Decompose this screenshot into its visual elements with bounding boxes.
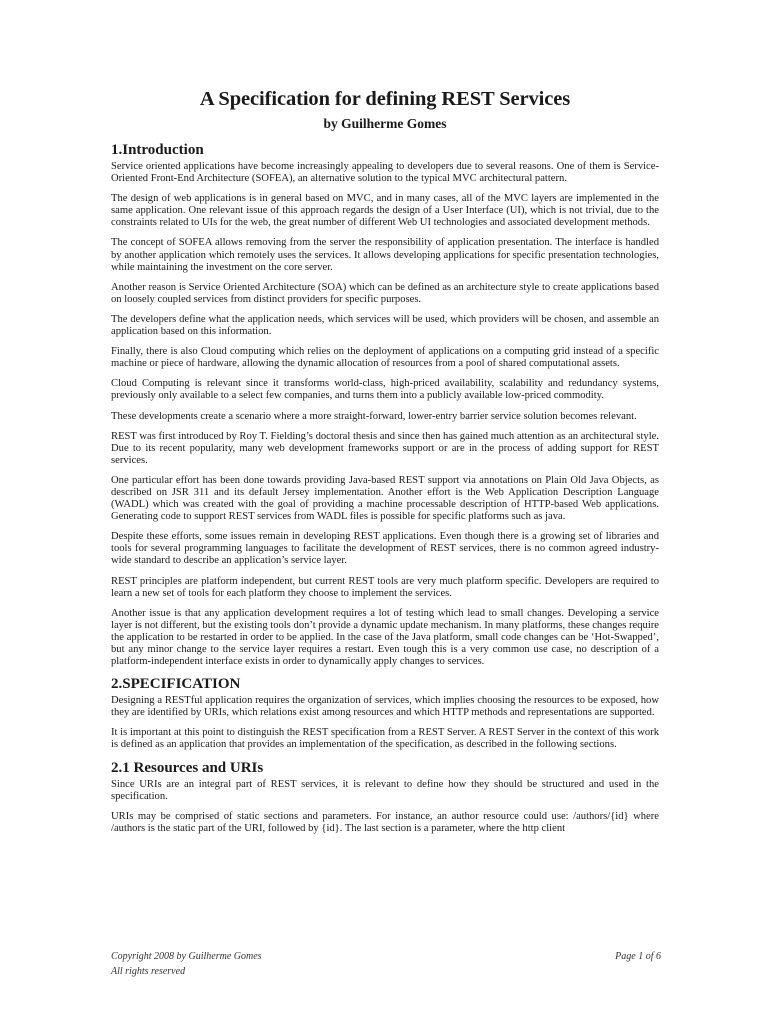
page-content (111, 86, 659, 843)
paragraph: The design of web applications is in general based on MVC, and in many cases, all of the MVC layers are implemented in the same application. One relevant issue of this approach regards the design of a User Interface (UI), which is not trivial, due to the constraints related to UIs for the web, the great number of different Web UI technologies and associated development methods. (111, 193, 659, 229)
section-heading-specification: 2.SPECIFICATION (111, 676, 241, 693)
paragraph: Service oriented applications have become increasingly appealing to developers due to several reasons. One of them is Service-Oriented Front-End Architecture (SOFEA), an alternative solution to the typical MVC architectural pattern. (111, 161, 659, 185)
paragraph: REST principles are platform independent, but current REST tools are very much platform specific. Developers are required to learn a new set of tools for each platform they choose to implement the services. (111, 575, 659, 599)
paragraph: These developments create a scenario where a more straight-forward, lower-entry barrier service solution becomes relevant. (111, 410, 637, 422)
paragraph: Since URIs are an integral part of REST services, it is relevant to define how they should be structured and used in the specification. (111, 778, 659, 802)
page-footer (111, 949, 661, 979)
paragraph: One particular effort has been done towards providing Java-based REST support via annotations on Plain Old Java Objects, as described on JSR 311 and its default Jersey implementation. Another effort is the Web Application Description Language (WADL) which was created with the goal of providing a machine processable description of HTTP-based Web applications. Generating code to support REST services from WADL files is possible for specific platforms such as java. (111, 474, 659, 523)
section-heading-resources-and-uris: 2.1 Resources and URIs (111, 759, 264, 776)
resources-section (111, 779, 659, 835)
footer-rights: All rights reserved (111, 966, 186, 977)
paragraph: Despite these efforts, some issues remain in developing REST applications. Even though there is a growing set of libraries and tools for several programming languages to facilitate the development of REST services, there is no common agreed industry-wide standard to describe an application’s service layer. (111, 531, 659, 567)
paragraph: It is important at this point to distinguish the REST specification from a REST Server. A REST Server in the context of this work is defined as an application that provides an implementation of the specification, as described in the following sections. (111, 727, 659, 751)
paragraph: Finally, there is also Cloud computing which relies on the deployment of applications on a computing grid instead of a specific machine or piece of hardware, allowing the dynamic allocation of resources from a pool of shared computational assets. (111, 346, 659, 370)
footer-page-number: Page 1 of 6 (615, 951, 661, 962)
paragraph: Cloud Computing is relevant since it transforms world-class, high-priced availability, scalability and redundancy systems, previously only available to a select few companies, and turns them into a publicly available low-priced commodity. (111, 378, 659, 402)
paragraph: The developers define what the application needs, which services will be used, which providers will be chosen, and assemble an application based on this information. (111, 313, 659, 338)
document-author: by Guilherme Gomes (323, 116, 447, 131)
footer-row (111, 949, 661, 964)
paragraph: Another reason is Service Oriented Architecture (SOA) which can be defined as an architecture style to create applications based on loosely coupled services from distinct providers for specific purposes. (111, 281, 659, 305)
paragraph: REST was first introduced by Roy T. Fielding’s doctoral thesis and since then has gained much attention as an architectural style. Due to its recent popularity, many web development frameworks support or are in the process of adding support for REST services. (111, 430, 659, 466)
paragraph: The concept of SOFEA allows removing from the server the responsibility of application presentation. The interface is handled by another application which remotely uses the services. It allows developing applications for specific presentation technologies, while maintaining the investment on the core server. (111, 237, 659, 273)
paragraph: Another issue is that any application development requires a lot of testing which lead to small changes. Developing a service layer is not different, but the existing tools don’t provide a dynamic update mechanism. In many platforms, these changes require the application to be restarted in order to be applied. In the case of the Java platform, small code changes can be ‘Hot-Swapped’, but any minor change to the service layer requires a restart. Even tough this is a very common use case, no description of a platform-independent interface exists in order to dynamically apply changes to services. (111, 607, 659, 668)
paragraph: URIs may be comprised of static sections and parameters. For instance, an author resource could use: /authors/{id} where /authors is the static part of the URI, followed by {id}. The last section is a parameter, where the http client (111, 810, 659, 834)
introduction-section (111, 161, 659, 668)
specification-section (111, 695, 659, 751)
document-title: A Specification for defining REST Services (199, 88, 571, 110)
section-heading-introduction: 1.Introduction (111, 142, 204, 158)
paragraph: Designing a RESTful application requires the organization of services, which implies choosing the resources to be exposed, how they are identified by URIs, which relations exist among resources and which HTTP methods and representations are supported. (111, 695, 659, 719)
footer-copyright: Copyright 2008 by Guilherme Gomes (111, 951, 262, 962)
